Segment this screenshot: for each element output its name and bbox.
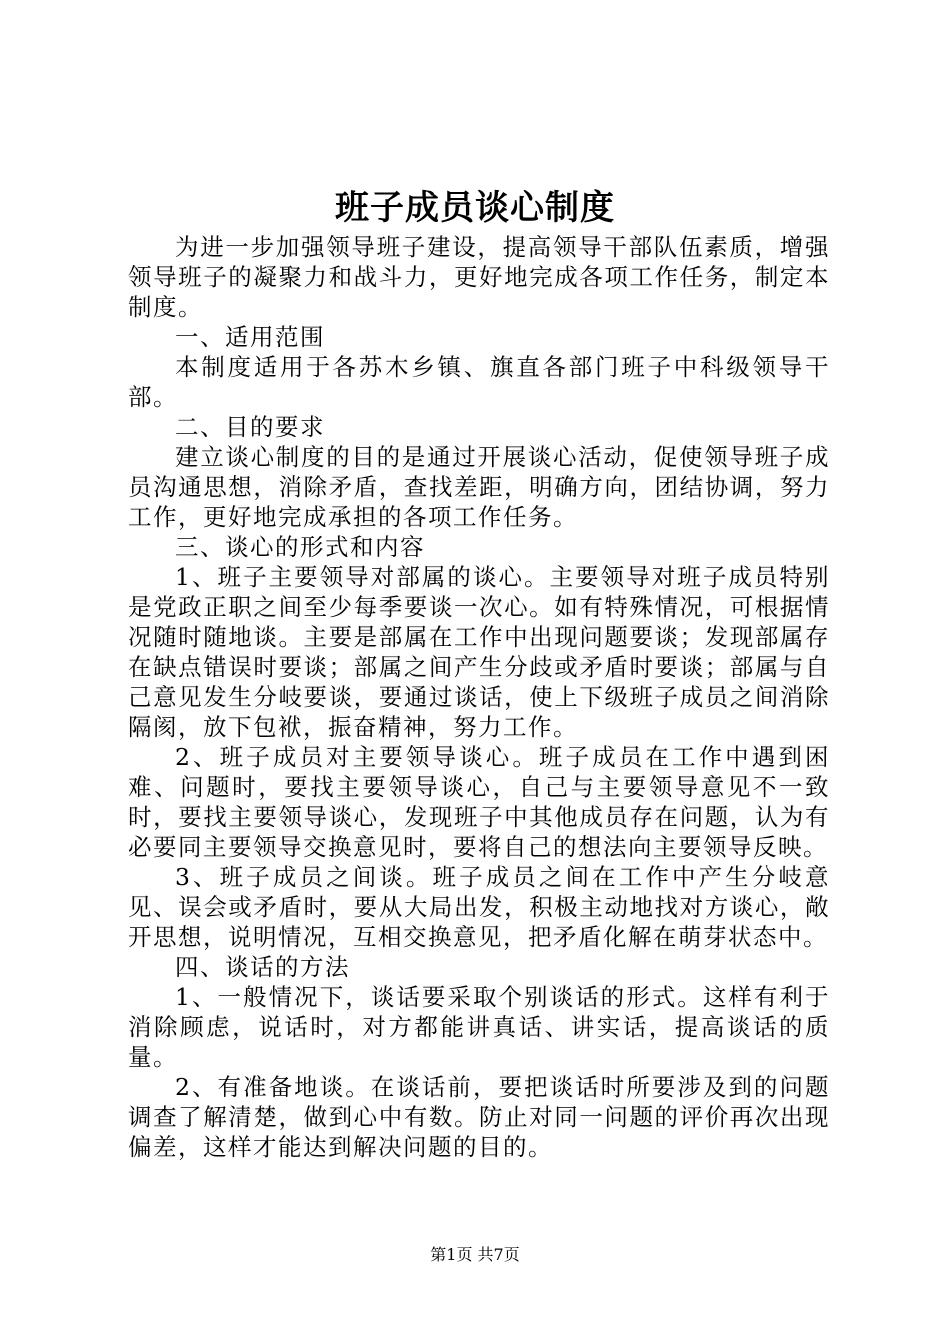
methods-item-1: 1、一般情况下，谈话要采取个别谈话的形式。这样有利于消除顾虑，说话时，对方都能讲真话、讲实话，提高谈话的质量。 xyxy=(128,983,830,1071)
section-heading-methods: 四、谈话的方法 xyxy=(175,953,350,981)
section-heading-scope: 一、适用范围 xyxy=(175,323,325,351)
purpose-paragraph: 建立谈心制度的目的是通过开展谈心活动，促使领导班子成员沟通思想，消除矛盾，查找差距，明确方向，团结协调，努力工作，更好地完成承担的各项工作任务。 xyxy=(128,443,830,531)
document-body xyxy=(128,232,830,1162)
forms-item-1: 1、班子主要领导对部属的谈心。主要领导对班子成员特别是党政正职之间至少每季要谈一次心。如有特殊情况，可根据情况随时随地谈。主要是部属在工作中出现问题要谈；发现部属存在缺点错误时要谈；部属之间产生分歧或矛盾时要谈；部属与自己意见发生分岐要谈，要通过谈话，使上下级班子成员之间消除隔阂，放下包袱，振奋精神，努力工作。 xyxy=(128,563,830,741)
section-heading-forms: 三、谈心的形式和内容 xyxy=(175,533,425,561)
intro-paragraph: 为进一步加强领导班子建设，提高领导干部队伍素质，增强领导班子的凝聚力和战斗力，更好地完成各项工作任务，制定本制度。 xyxy=(128,233,830,321)
methods-item-2: 2、有准备地谈。在谈话前，要把谈话时所要涉及到的问题调查了解清楚，做到心中有数。防止对同一问题的评价再次出现偏差，这样才能达到解决问题的目的。 xyxy=(128,1073,830,1161)
section-heading-purpose: 二、目的要求 xyxy=(175,413,325,441)
forms-item-2: 2、班子成员对主要领导谈心。班子成员在工作中遇到困难、问题时，要找主要领导谈心，自己与主要领导意见不一致时，要找主要领导谈心，发现班子中其他成员存在问题，认为有必要同主要领导交换意见时，要将自己的想法向主要领导反映。 xyxy=(128,743,830,861)
page-footer: 第1页 共7页 xyxy=(430,1245,520,1264)
document-title: 班子成员谈心制度 xyxy=(335,188,615,228)
scope-paragraph: 本制度适用于各苏木乡镇、旗直各部门班子中科级领导干部。 xyxy=(128,353,830,411)
forms-item-3: 3、班子成员之间谈。班子成员之间在工作中产生分岐意见、误会或矛盾时，要从大局出发，积极主动地找对方谈心，敞开思想，说明情况，互相交换意见，把矛盾化解在萌芽状态中。 xyxy=(128,863,830,951)
